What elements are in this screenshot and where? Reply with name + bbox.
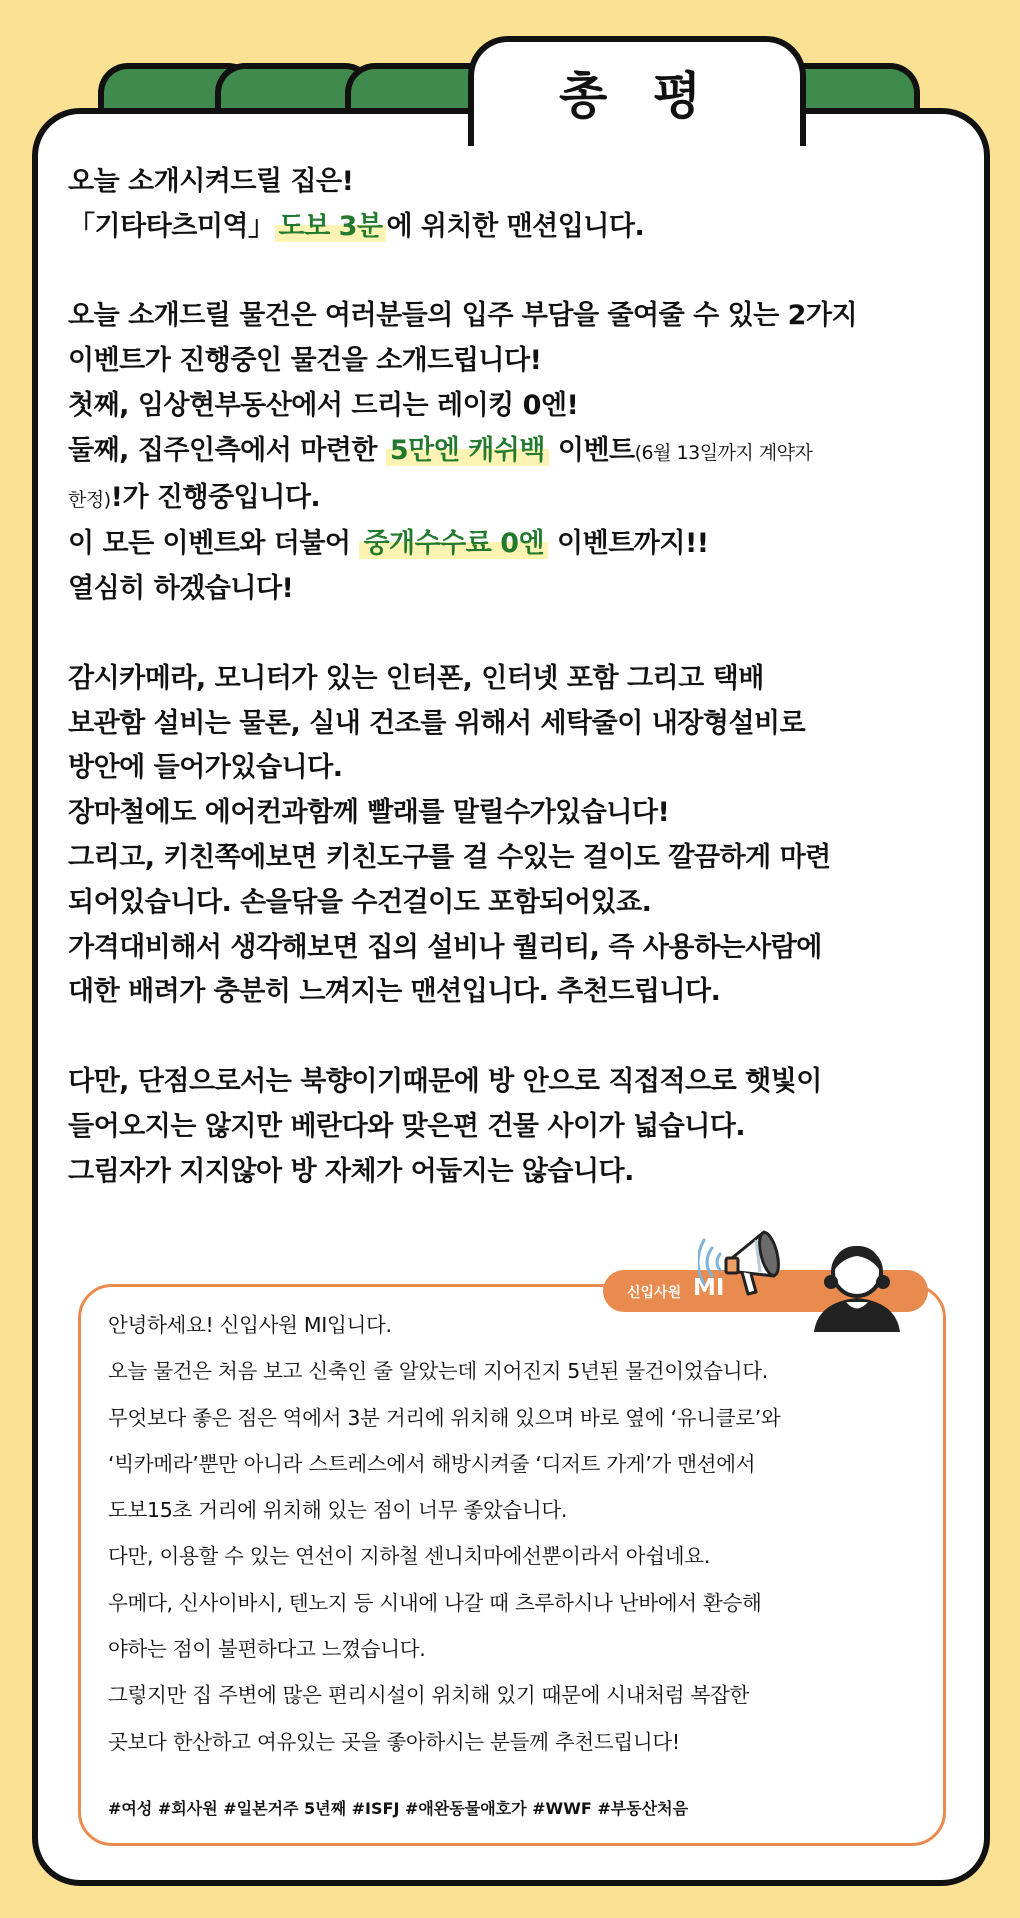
review-line: 감시카메라, 모니터가 있는 인터폰, 인터넷 포함 그리고 택배 <box>68 662 764 694</box>
review-line: 첫째, 임상현부동산에서 드리는 레이킹 0엔! <box>68 389 579 421</box>
review-line <box>68 205 968 250</box>
comment-line: 안녕하세요! 신입사원 MI입니다. <box>108 1313 392 1337</box>
review-line: 오늘 소개시켜드릴 집은! <box>68 166 354 197</box>
review-line: 그림자가 지지않아 방 자체가 어둡지는 않습니다. <box>68 1155 634 1187</box>
highlight-walk-time: 도보 3분 <box>275 211 387 242</box>
comment-line: 무엇보다 좋은 점은 역에서 3분 거리에 위치해 있으며 바로 옆에 ‘유니클로’와 <box>108 1405 781 1430</box>
comment-line: 야하는 점이 불편하다고 느꼈습니다. <box>108 1637 426 1662</box>
text-segment: 이벤트 <box>557 434 635 466</box>
comment-line: 그렇지만 집 주변에 많은 편리시설이 위치해 있기 때문에 시내처럼 복잡한 <box>108 1683 750 1708</box>
staff-comment <box>108 1302 938 1765</box>
comment-line: 오늘 물건은 처음 보고 신축인 줄 알았는데 지어진지 5년된 물건이었습니다. <box>108 1359 768 1384</box>
review-line: 들어오지는 않지만 베란다와 맞은편 건물 사이가 넓습니다. <box>68 1110 746 1142</box>
staff-name: MI <box>693 1275 725 1301</box>
review-line: 그리고, 키친쪽에보면 키친도구를 걸 수있는 걸이도 깔끔하게 마련 <box>68 841 831 873</box>
comment-line: 다만, 이용할 수 있는 연선이 지하철 센니치마에선뿐이라서 아쉽네요. <box>108 1544 711 1569</box>
review-line: 보관함 설비는 물론, 실내 건조를 위해서 세탁줄이 내장형설비로 <box>68 707 806 739</box>
comment-line: ‘빅카메라’뿐만 아니라 스트레스에서 해방시켜줄 ‘디저트 가게’가 맨션에서 <box>108 1451 756 1476</box>
page-title: 총 평 <box>558 67 715 125</box>
review-line: 오늘 소개드릴 물건은 여러분들의 입주 부담을 줄여줄 수 있는 2가지 <box>68 300 858 332</box>
staff-role: 신입사원 <box>627 1285 682 1301</box>
comment-line: 곳보다 한산하고 여유있는 곳을 좋아하시는 분들께 추천드립니다! <box>108 1729 680 1754</box>
station-name: 「기타타츠미역」 <box>68 210 275 242</box>
review-line: 대한 배려가 충분히 느껴지는 맨션입니다. 추천드립니다. <box>68 976 721 1008</box>
text-segment: 둘째, 집주인측에서 마련한 <box>68 434 377 466</box>
review-line <box>68 476 968 523</box>
event-note: 한정) <box>68 488 111 511</box>
text-segment: 에 위치한 맨션입니다. <box>386 210 645 242</box>
review-line <box>68 429 968 476</box>
text-segment: 이 모든 이벤트와 더불어 <box>68 528 351 560</box>
comment-line: 우메다, 신사이바시, 텐노지 등 시내에 나갈 때 츠루하시나 난바에서 환승해 <box>108 1590 762 1615</box>
megaphone-icon <box>698 1218 794 1304</box>
review-body <box>68 160 968 1194</box>
comment-line: 도보15초 거리에 위치해 있는 점이 너무 좋았습니다. <box>108 1498 568 1523</box>
review-line: 열심히 하겠습니다! <box>68 573 294 605</box>
highlight-commission: 중개수수료 0엔 <box>359 528 548 559</box>
review-line <box>68 522 968 567</box>
review-line: 되어있습니다. 손을닦을 수건걸이도 포함되어있죠. <box>68 886 652 918</box>
text-segment: !가 진행중입니다. <box>110 481 321 513</box>
review-line: 다만, 단점으로서는 북향이기때문에 방 안으로 직접적으로 햇빛이 <box>68 1065 822 1097</box>
event-note: (6월 13일까지 계약자 <box>634 441 813 464</box>
review-line: 장마철에도 에어컨과함께 빨래를 말릴수가있습니다! <box>68 797 670 829</box>
hashtags: #여성 #회사원 #일본거주 5년째 #ISFJ #애완동물애호가 #WWF #부동산처음 <box>108 1799 689 1818</box>
review-line: 가격대비해서 생각해보면 집의 설비나 퀄리티, 즉 사용하는사람에 <box>68 931 822 963</box>
text-segment: 이벤트까지!! <box>557 528 709 560</box>
highlight-cashback: 5만엔 캐쉬백 <box>386 435 549 466</box>
review-line: 방안에 들어가있습니다. <box>68 752 343 784</box>
review-line: 이벤트가 진행중인 물건을 소개드립니다! <box>68 345 542 377</box>
